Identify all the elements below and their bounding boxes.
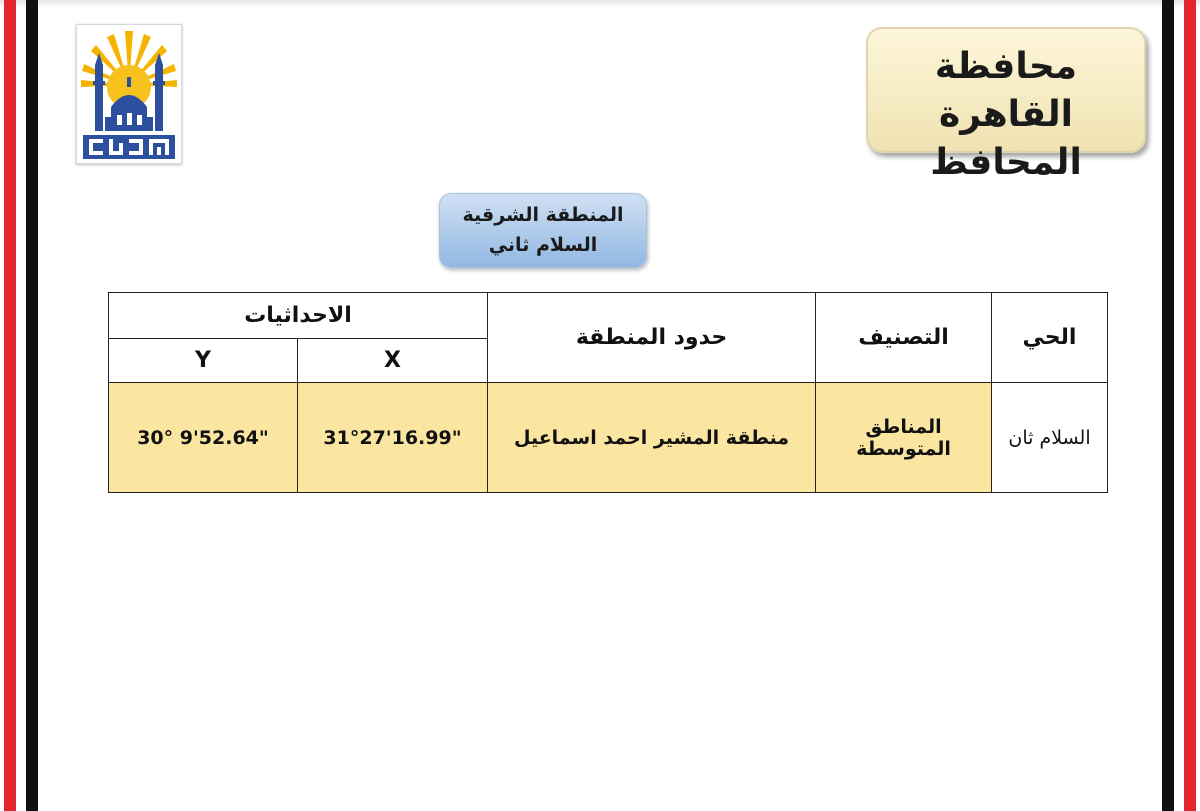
district-cell: السلام ثان	[992, 383, 1108, 493]
classification-cell: المناطق المتوسطة	[816, 383, 992, 493]
boundaries-cell: منطقة المشير احمد اسماعيل	[488, 383, 816, 493]
boundaries-header: حدود المنطقة	[488, 293, 816, 383]
x-header: X	[298, 339, 488, 383]
district-name: السلام ثاني	[488, 234, 598, 256]
classification-header: التصنيف	[816, 293, 992, 383]
cairo-governorate-logo-icon	[76, 24, 182, 164]
coordinates-table	[108, 292, 1108, 493]
y-header: Y	[109, 339, 298, 383]
x-coordinate-cell: 31°27'16.99"	[298, 383, 488, 493]
coordinates-header: الاحداثيات	[109, 293, 488, 339]
right-black-stripe	[1162, 0, 1174, 811]
right-red-stripe	[1184, 0, 1196, 811]
governorate-title-box	[866, 27, 1146, 183]
governorate-title: محافظة القاهرة	[934, 46, 1078, 135]
y-coordinate-cell: 30° 9'52.64"	[109, 383, 298, 493]
left-black-stripe	[26, 0, 38, 811]
table-header-row	[109, 293, 1108, 339]
district-label-box	[439, 193, 647, 268]
region-name: المنطقة الشرقية	[462, 204, 624, 226]
district-header: الحي	[992, 293, 1108, 383]
table-row	[109, 383, 1108, 493]
governor-title: المحافظ	[930, 142, 1082, 183]
top-edge-shadow	[0, 0, 1200, 8]
left-red-stripe	[4, 0, 16, 811]
